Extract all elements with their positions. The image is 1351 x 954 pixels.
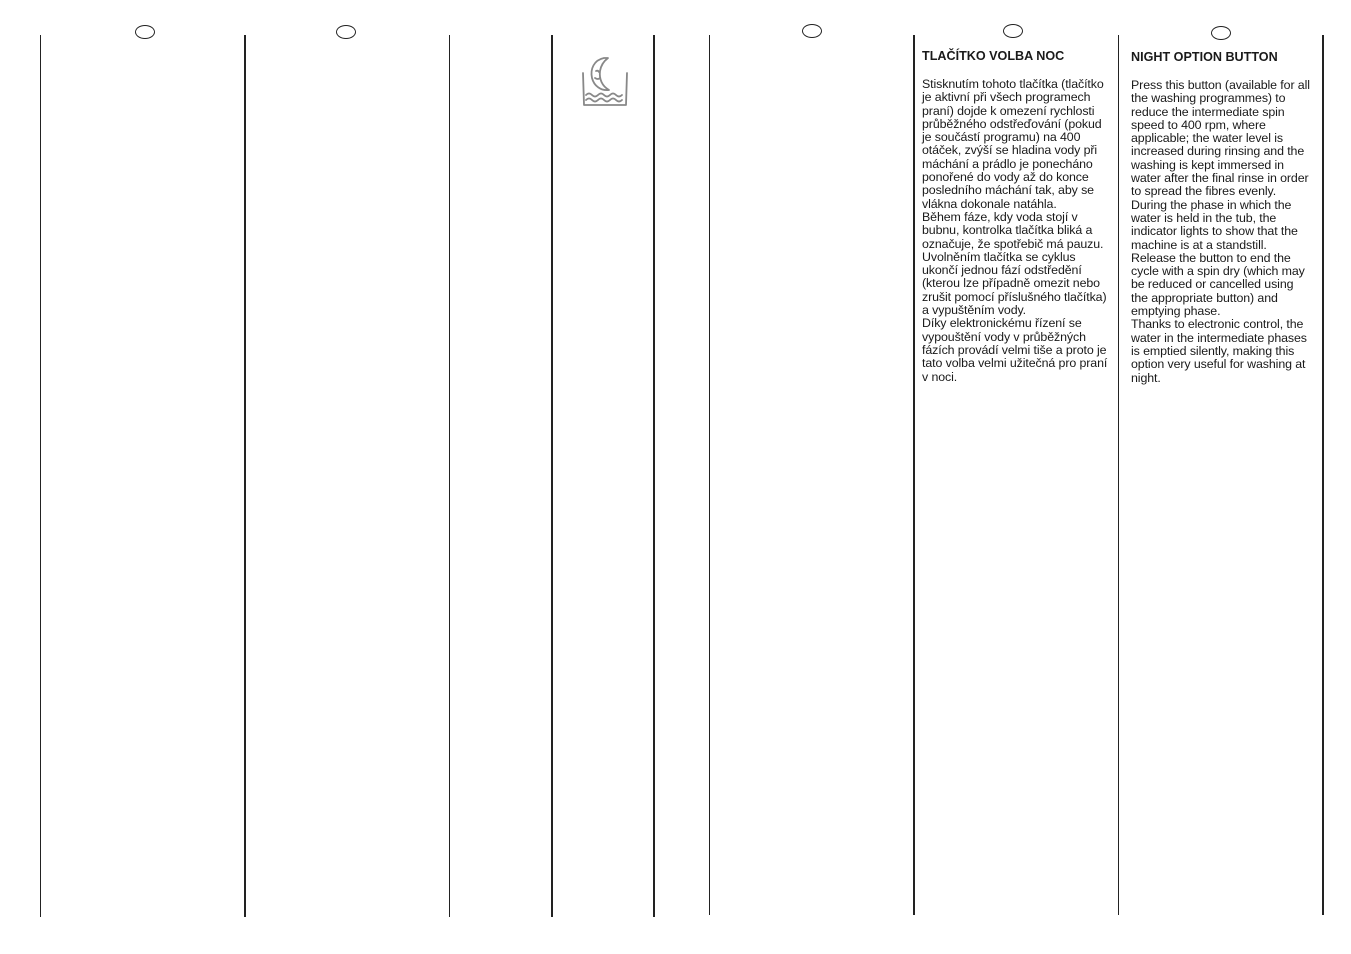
language-marker-circle [1211,26,1231,40]
column-divider [653,35,655,917]
czech-column [922,48,1112,384]
column-divider [709,35,710,915]
czech-paragraph: Uvolněním tlačítka se cyklus ukončí jednou fází odstředění (kterou lze případně omezit nebo zrušit pomocí příslušného tlačítka) a vypuštěním vody. [922,249,1107,318]
column-divider [40,35,41,917]
english-column [1131,49,1311,385]
czech-paragraph: Během fáze, kdy voda stojí v bubnu, kontrolka tlačítka bliká a označuje, že spotřebič má pauzu. [922,209,1104,251]
language-marker-circle [1003,24,1023,38]
czech-section-title: TLAČÍTKO VOLBA NOC [922,49,1065,63]
english-paragraph: Release the button to end the cycle with a spin dry (which may be reduced or cancelled using the appropriate button) and emptying phase. [1131,250,1305,319]
column-divider [449,35,450,917]
language-marker-circle [135,25,155,39]
column-divider [244,35,246,917]
english-paragraph: During the phase in which the water is held in the tub, the indicator lights to show that the machine is at a standstill. [1131,197,1298,252]
column-divider [551,35,553,917]
english-paragraph: Thanks to electronic control, the water in the intermediate phases is emptied silently, making this option very useful for washing at night. [1131,317,1307,385]
czech-paragraph: Stisknutím tohoto tlačítka (tlačítko je aktivní při všech programech praní) dojde k omezení rychlosti průběžného odstřeďování (pokud je součástí programu) na 400 otáček, zvýší se hladina vody při máchání a prádlo je ponecháno ponořené do vody až do konce posledního máchání tak, aby se vlákna dokonale natáhla. [922,77,1104,211]
language-marker-circle [802,24,822,38]
column-divider [913,35,915,915]
language-marker-circle [336,25,356,39]
column-divider [1118,35,1119,915]
czech-paragraph: Díky elektronickému řízení se vypouštění vody v průběžných fázích provádí velmi tiše a proto je tato volba velmi užitečná pro praní v noci. [922,316,1108,384]
column-divider [1322,35,1324,915]
english-section-title: NIGHT OPTION BUTTON [1131,50,1278,64]
english-paragraph: Press this button (available for all the washing programmes) to reduce the intermediate spin speed to 400 rpm, where applicable; the water level is increased during rinsing and the washing is kept immersed in water after the final rinse in order to spread the fibres evenly. [1131,78,1310,199]
moon-over-water-tub-icon [580,55,630,111]
